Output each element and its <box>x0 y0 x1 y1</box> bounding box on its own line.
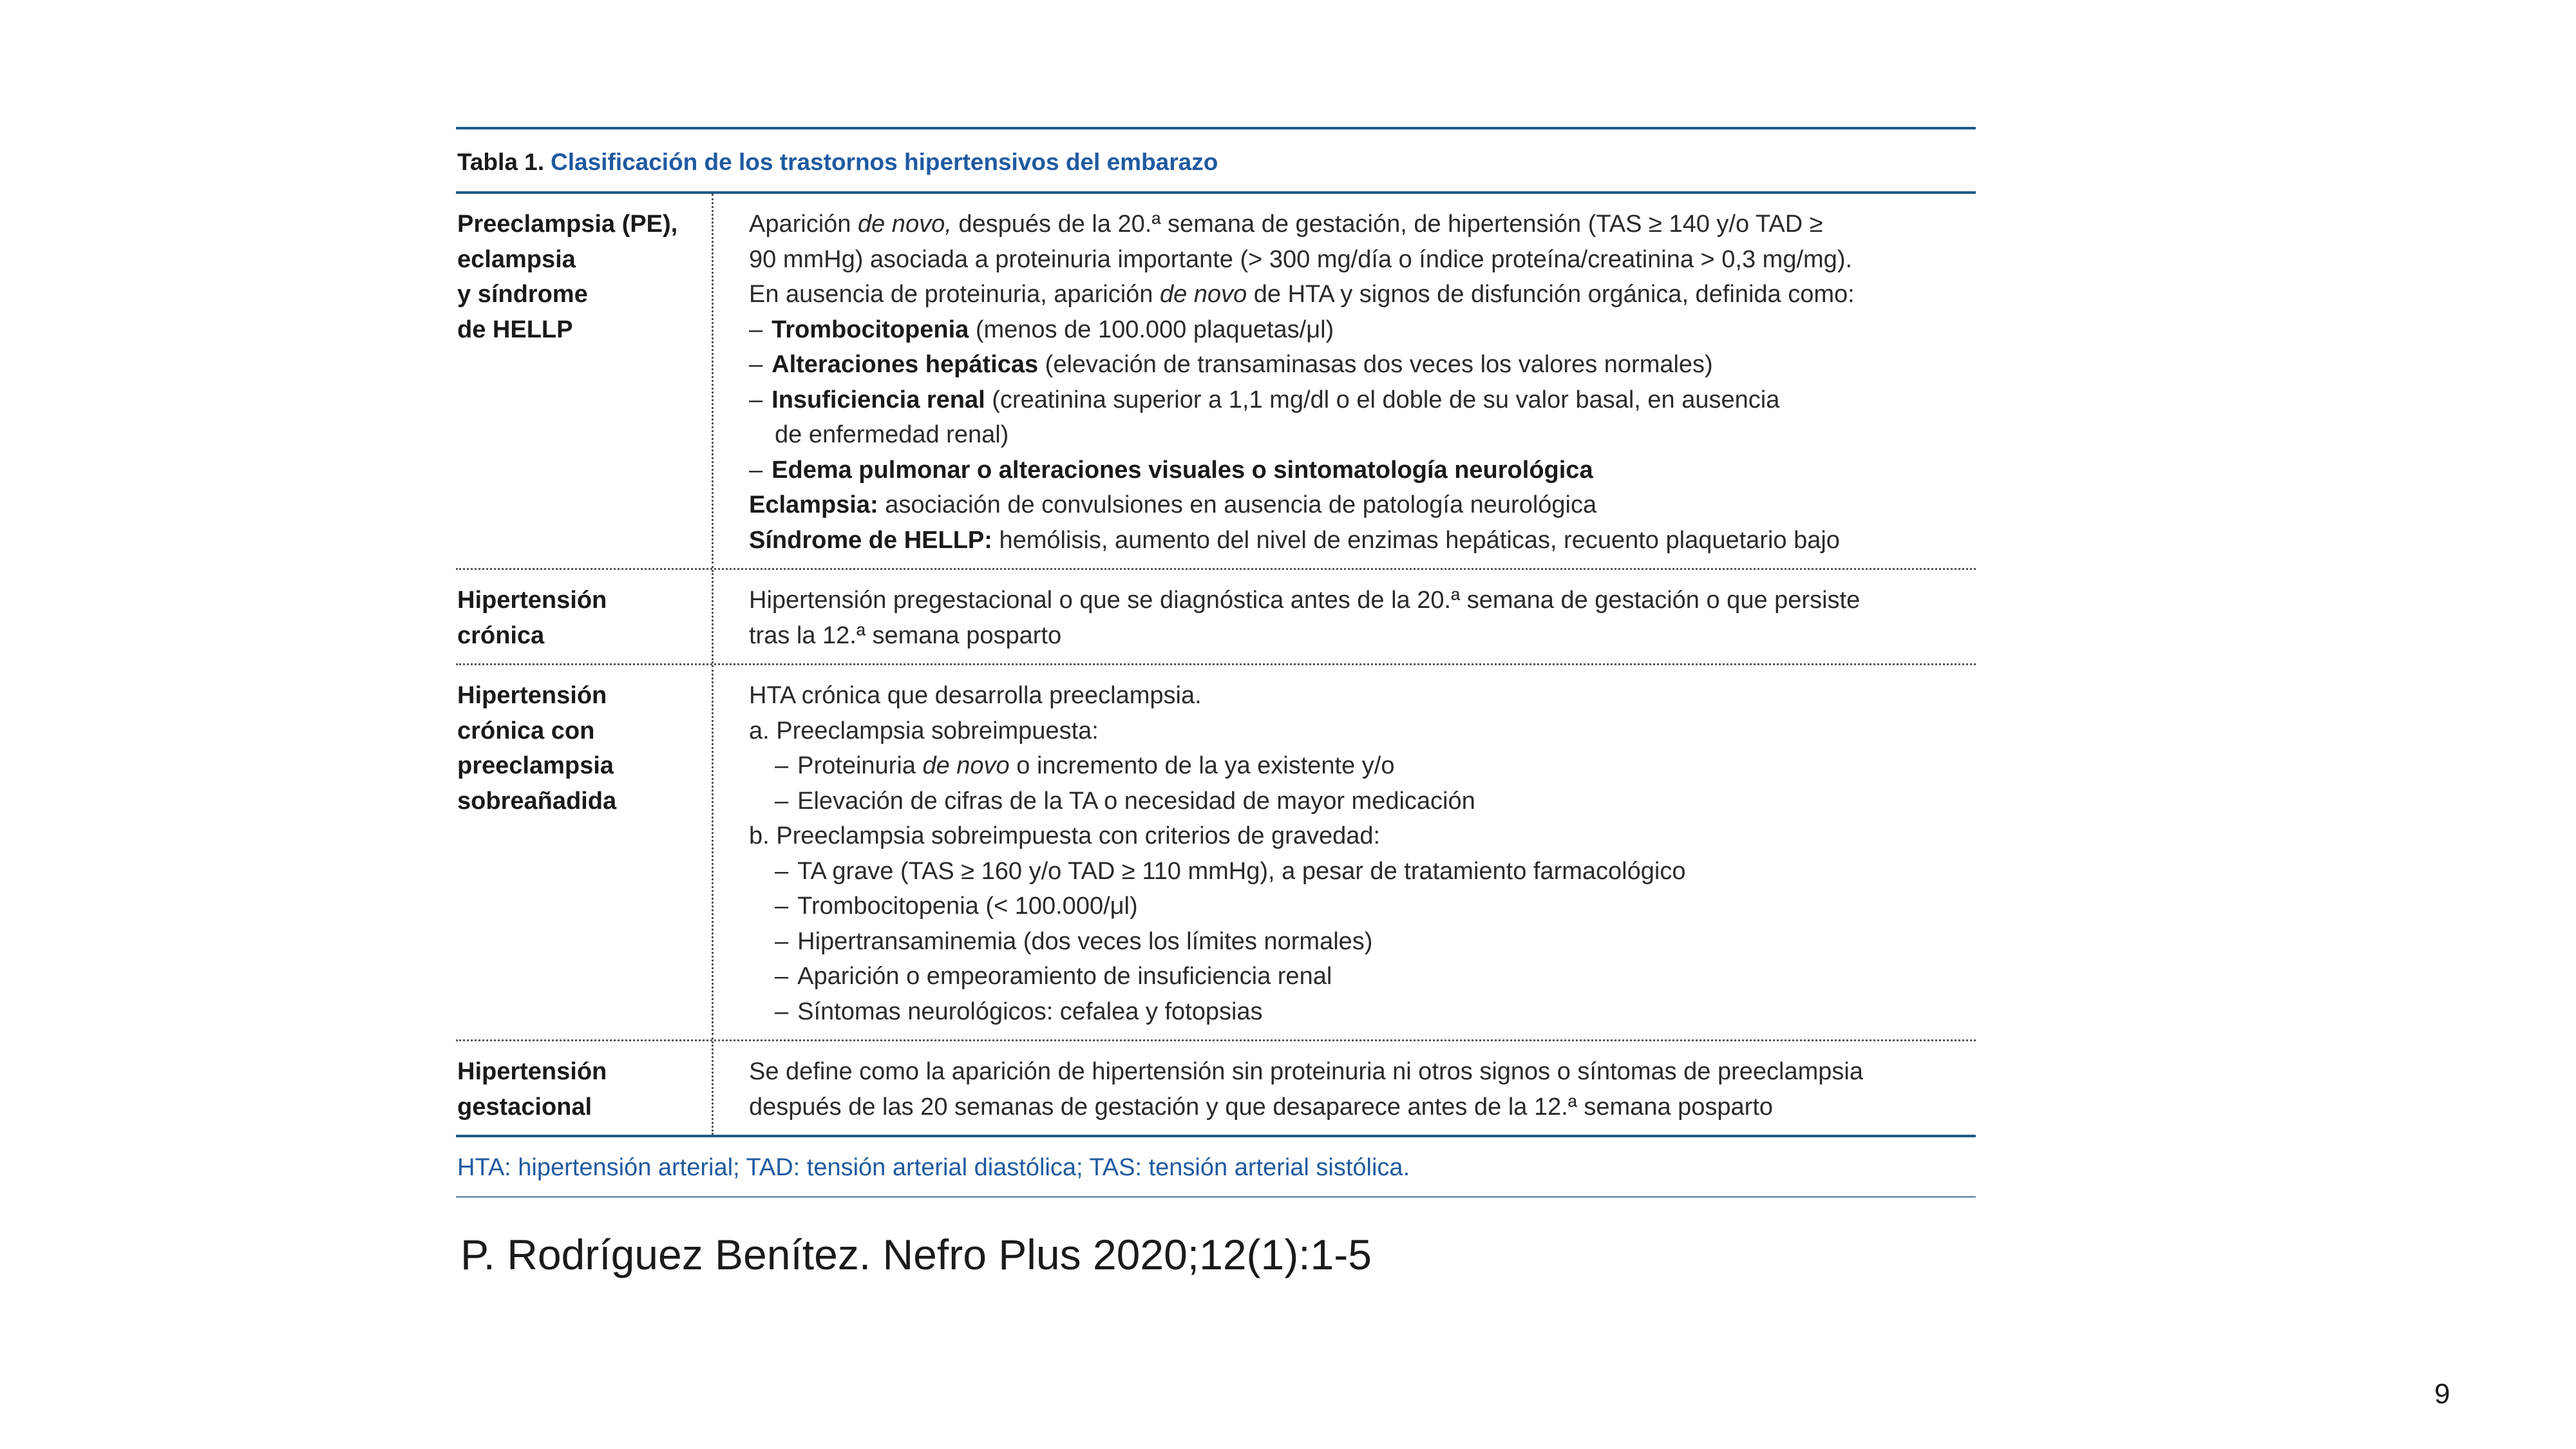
text-run: Elevación de cifras de la TA o necesidad de mayor medicación <box>797 787 1475 815</box>
row-label-line: Preeclampsia (PE), <box>457 211 678 238</box>
row-description <box>714 665 1976 1039</box>
row-label-line: Hipertensión <box>457 587 607 614</box>
item-term: Insuficiencia renal <box>772 386 985 413</box>
row-label-line: Hipertensión <box>457 1058 607 1085</box>
table-row-chronic-with-preeclampsia <box>456 665 1976 1041</box>
list-item: – Trombocitopenia (menos de 100.000 plaquetas/μl) <box>749 316 1334 343</box>
item-term: Eclampsia: <box>749 491 878 518</box>
table-number-label: Tabla 1. <box>457 149 545 175</box>
text-run: TA grave (TAS ≥ 160 y/o TAD ≥ 110 mmHg), a pesar de tratamiento farmacológico <box>797 857 1686 885</box>
list-item-continuation: de enfermedad renal) <box>775 421 1009 448</box>
row-description <box>714 194 1976 568</box>
row-label-line: y síndrome <box>457 281 588 308</box>
eclampsia-definition <box>749 488 1976 523</box>
row-label-line: Hipertensión <box>457 682 607 709</box>
row-label-line: crónica con <box>457 717 595 744</box>
list-item: – TA grave (TAS ≥ 160 y/o TAD ≥ 110 mmHg), a pesar de tratamiento farmacológico <box>775 857 1686 885</box>
description-line <box>749 277 1976 312</box>
text-run: Aparición <box>749 211 858 238</box>
citation: P. Rodríguez Benítez. Nefro Plus 2020;12(1):1-5 <box>460 1231 1372 1278</box>
row-label-line: gestacional <box>457 1093 592 1121</box>
list-item: – Hipertransaminemia (dos veces los límites normales) <box>775 927 1373 955</box>
description-line: Se define como la aparición de hipertensión sin proteinuria ni otros signos o síntomas de preeclampsia <box>749 1058 1863 1085</box>
list-item: – Síntomas neurológicos: cefalea y fotopsias <box>775 998 1263 1025</box>
list-item: – Elevación de cifras de la TA o necesidad de mayor medicación <box>775 787 1475 815</box>
text-run: Trombocitopenia (< 100.000/μl) <box>797 893 1138 920</box>
row-description <box>714 1041 1976 1135</box>
hellp-definition <box>749 523 1976 558</box>
list-item: – Edema pulmonar o alteraciones visuales o sintomatología neurológica <box>749 456 1593 484</box>
text-run: de HTA y signos de disfunción orgánica, definida como: <box>1247 281 1855 308</box>
item-term: Alteraciones hepáticas <box>772 351 1039 378</box>
page-number: 9 <box>2434 1378 2450 1410</box>
row-label-line: sobreañadida <box>457 787 617 815</box>
row-label <box>456 1041 714 1135</box>
table-caption: Clasificación de los trastornos hipertensivos del embarazo <box>551 149 1218 175</box>
text-run: Aparición o empeoramiento de insuficiencia renal <box>797 963 1332 990</box>
table-row-gestational-hypertension <box>456 1041 1976 1137</box>
item-term: Trombocitopenia <box>772 316 969 343</box>
table-title <box>456 129 1976 194</box>
item-detail: (elevación de transaminasas dos veces los valores normales) <box>1038 351 1713 378</box>
item-term: Edema pulmonar o alteraciones visuales o sintomatología neurológica <box>772 456 1593 484</box>
italic-run: de novo <box>1159 281 1247 308</box>
text-run: En ausencia de proteinuria, aparición <box>749 281 1160 308</box>
description-line: después de las 20 semanas de gestación y que desaparece antes de la 12.ª semana posparto <box>749 1093 1774 1121</box>
description-line: tras la 12.ª semana posparto <box>749 621 1062 649</box>
description-line: 90 mmHg) asociada a proteinuria importante (> 300 mg/día o índice proteína/creatinina > 0,3 mg/mg). <box>749 245 1853 273</box>
text-run: Hipertransaminemia (dos veces los límites normales) <box>797 927 1373 955</box>
row-label-line: de HELLP <box>457 316 573 343</box>
table-row-chronic-hypertension <box>456 570 1976 665</box>
text-run: o incremento de la ya existente y/o <box>1009 752 1395 779</box>
item-detail: (menos de 100.000 plaquetas/μl) <box>969 316 1334 343</box>
list-item: – Aparición o empeoramiento de insuficiencia renal <box>775 963 1332 990</box>
description-line: HTA crónica que desarrolla preeclampsia. <box>749 682 1202 709</box>
item-detail: asociación de convulsiones en ausencia de patología neurológica <box>878 491 1597 518</box>
row-label <box>456 570 714 663</box>
row-label <box>456 665 714 1039</box>
classification-table <box>456 127 1976 1198</box>
list-item: – Proteinuria de novo o incremento de la ya existente y/o <box>775 752 1395 779</box>
description-line <box>749 207 1976 242</box>
italic-run: de novo <box>922 752 1010 779</box>
row-label-line: eclampsia <box>457 245 576 273</box>
list-item: – Insuficiencia renal (creatinina superior a 1,1 mg/dl o el doble de su valor basal, en ausencia <box>749 386 1780 413</box>
text-run: Síntomas neurológicos: cefalea y fotopsias <box>797 998 1263 1025</box>
subsection-b-title: b. Preeclampsia sobreimpuesta con criterios de gravedad: <box>749 822 1381 849</box>
row-description <box>714 570 1976 663</box>
row-label <box>456 194 714 568</box>
item-detail: (creatinina superior a 1,1 mg/dl o el doble de su valor basal, en ausencia <box>985 386 1780 413</box>
item-term: Síndrome de HELLP: <box>749 526 992 554</box>
italic-run: de novo, <box>857 211 952 238</box>
description-line: Hipertensión pregestacional o que se diagnóstica antes de la 20.ª semana de gestación o que persiste <box>749 587 1861 614</box>
table-row-preeclampsia <box>456 194 1976 570</box>
text-run: después de la 20.ª semana de gestación, de hipertensión (TAS ≥ 140 y/o TAD ≥ <box>951 211 1823 238</box>
row-label-line: crónica <box>457 621 545 649</box>
subsection-a-title: a. Preeclampsia sobreimpuesta: <box>749 717 1099 744</box>
row-label-line: preeclampsia <box>457 752 614 779</box>
item-detail: hemólisis, aumento del nivel de enzimas hepáticas, recuento plaquetario bajo <box>992 526 1840 554</box>
text-run: Proteinuria <box>797 752 923 779</box>
table-footnote: HTA: hipertensión arterial; TAD: tensión arterial diastólica; TAS: tensión arterial sistólica. <box>456 1137 1976 1198</box>
list-item: – Trombocitopenia (< 100.000/μl) <box>775 893 1138 920</box>
list-item: – Alteraciones hepáticas (elevación de transaminasas dos veces los valores normales) <box>749 351 1713 378</box>
